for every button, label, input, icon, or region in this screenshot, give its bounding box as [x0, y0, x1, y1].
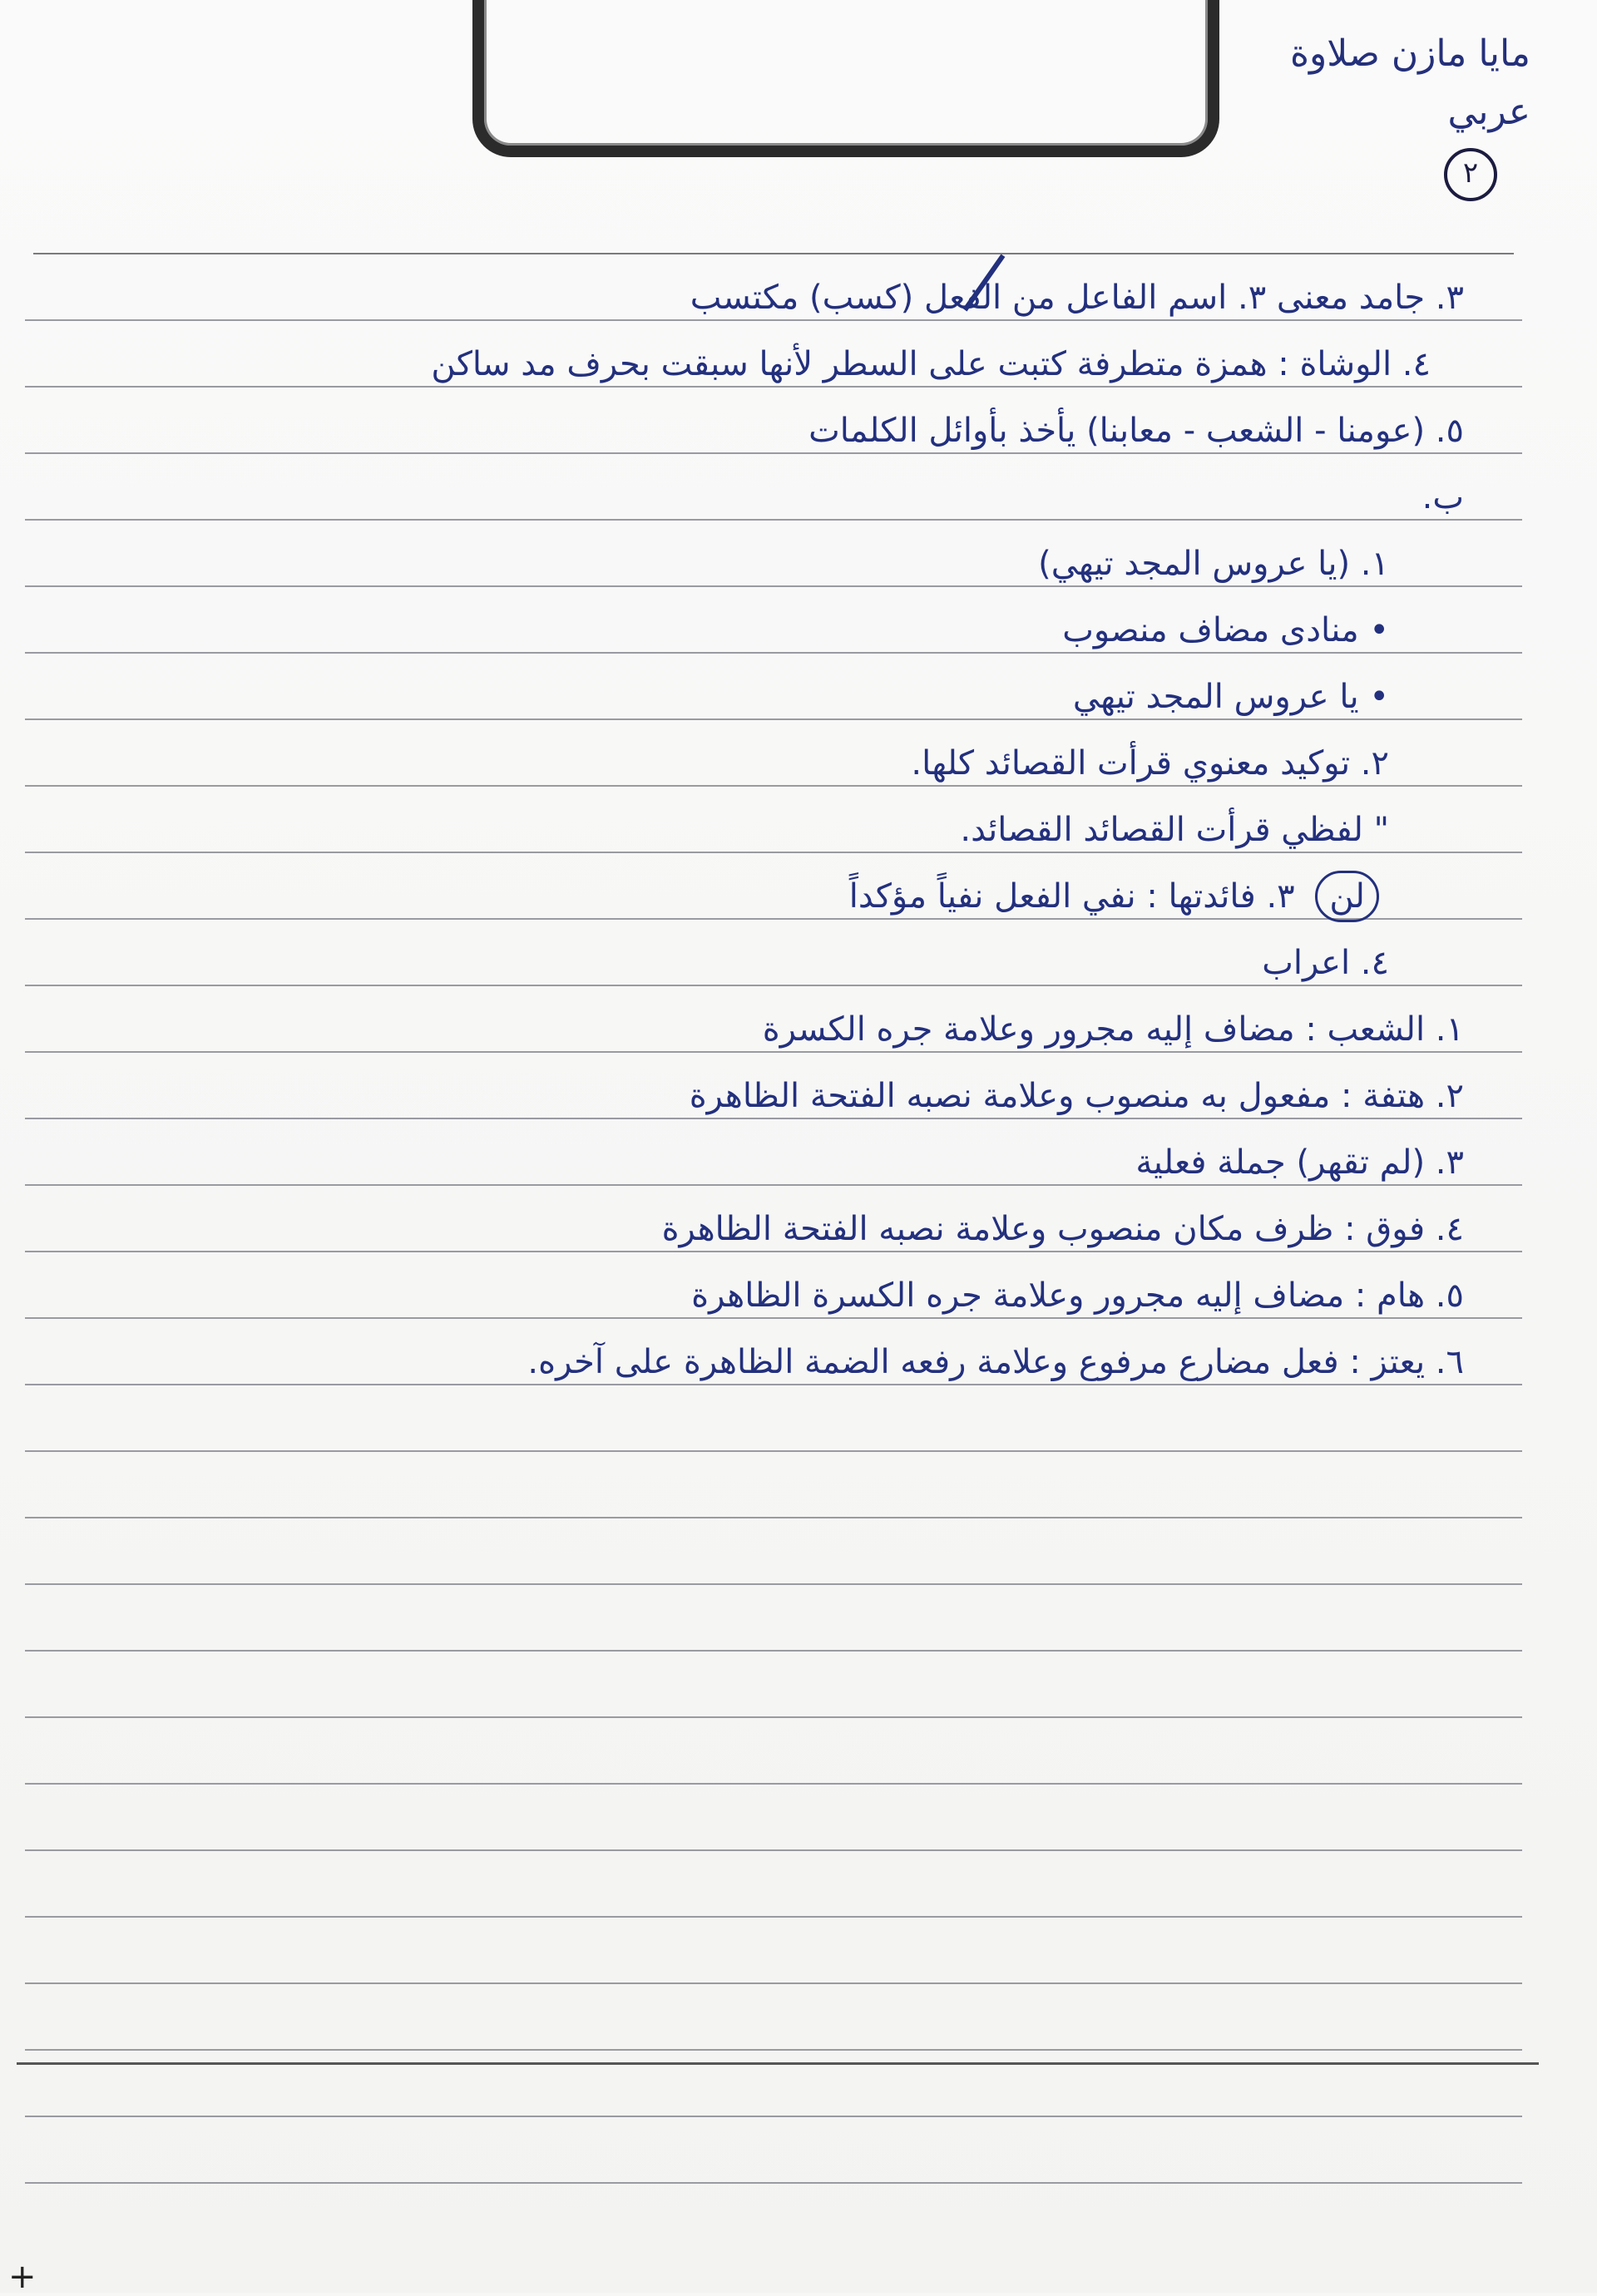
answer-line	[200, 863, 1464, 930]
answer-line: ٥. (عومنا - الشعب - معابنا) يأخذ بأوائل الكلمات	[808, 412, 1464, 450]
answer-line: ٥. هام : مضاف إليه مجرور وعلامة جره الكسرة الظاهرة	[691, 1276, 1464, 1315]
page-bottom-line	[17, 2062, 1539, 2065]
ruled-line	[25, 2182, 1522, 2184]
answer-line: • منادى مضاف منصوب	[1062, 611, 1389, 649]
student-name: مايا مازن صلاوة	[1289, 32, 1530, 75]
answer-sheet	[200, 264, 1464, 1395]
page-number: ٢	[1444, 148, 1497, 201]
subject-label: عربي	[1447, 91, 1530, 133]
answer-line: ١. الشعب : مضاف إليه مجرور وعلامة جره الكسرة	[762, 1010, 1464, 1049]
answer-line: ١. (يا عروس المجد تيهي)	[1038, 545, 1389, 583]
ruled-line	[25, 2049, 1522, 2051]
ruled-line	[25, 1849, 1522, 1851]
ruled-line	[25, 1982, 1522, 1984]
answer-line: ٤. اعراب	[1262, 944, 1389, 982]
answer-line: ٢. توكيد معنوي قرأت القصائد كلها.	[911, 744, 1389, 783]
corner-mark: +	[8, 2258, 37, 2296]
ruled-line	[25, 2116, 1522, 2117]
answer-text: ٣. فائدتها : نفي الفعل نفياً مؤكداً	[848, 877, 1295, 916]
answer-line: ٤. فوق : ظرف مكان منصوب وعلامة نصبه الفتحة الظاهرة	[661, 1210, 1464, 1248]
circled-word: لن	[1315, 871, 1379, 922]
answer-line: " لفظي قرأت القصائد القصائد.	[960, 811, 1389, 849]
clipboard-clip	[472, 0, 1219, 157]
section-label: ب.	[1421, 478, 1464, 516]
answer-line: ٣. جامد معنى ٣. اسم الفاعل من الفعل (كسب) مكتسب	[690, 279, 1464, 317]
answer-line: ٢. هتفة : مفعول به منصوب وعلامة نصبه الفتحة الظاهرة	[689, 1077, 1464, 1115]
header-divider	[33, 253, 1514, 254]
answer-line: ٦. يعتز : فعل مضارع مرفوع وعلامة رفعه الضمة الظاهرة على آخره.	[527, 1343, 1464, 1381]
ruled-line	[25, 1450, 1522, 1452]
ruled-line	[25, 1783, 1522, 1785]
ruled-line	[25, 1916, 1522, 1918]
ruled-line	[25, 1650, 1522, 1652]
ruled-line	[25, 1716, 1522, 1718]
answer-line: ٤. الوشاة : همزة متطرفة كتبت على السطر لأنها سبقت بحرف مد ساكن	[431, 345, 1431, 383]
answer-line: • يا عروس المجد تيهي	[1072, 678, 1389, 716]
page-header	[1214, 25, 1530, 201]
answer-line: ٣. (لم تقهر) جملة فعلية	[1135, 1143, 1464, 1182]
ruled-line	[25, 1583, 1522, 1585]
ruled-line	[25, 1517, 1522, 1518]
